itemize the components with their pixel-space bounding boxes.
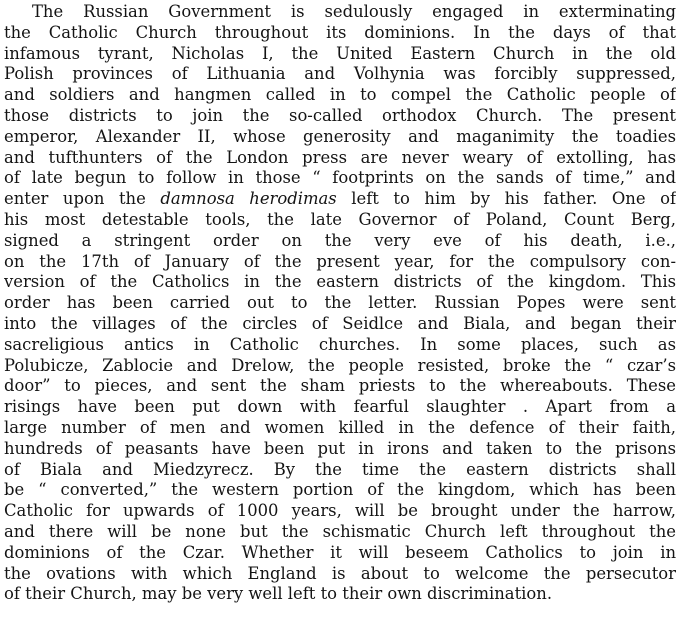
text-line: dominions of the Czar. Whether it will beseem Catholics to join in bbox=[4, 542, 676, 562]
text-line: and there will be none but the schismatic Church left throughout the bbox=[4, 521, 676, 541]
text-line: and tufthunters of the London press are never weary of extolling, has bbox=[4, 147, 676, 167]
text-line: the ovations with which England is about to welcome the persecutor bbox=[4, 563, 676, 583]
article-text bbox=[4, 2, 676, 605]
text-line: sacreligious antics in Catholic churches. In some places, such as bbox=[4, 334, 676, 354]
text-line bbox=[4, 189, 676, 210]
text-line: Polish provinces of Lithuania and Volhynia was forcibly suppressed, bbox=[4, 64, 676, 84]
text-line: order has been carried out to the letter. Russian Popes were sent bbox=[4, 293, 676, 313]
text-segment: enter upon the bbox=[4, 189, 161, 209]
text-line: be “ converted,” the western portion of the kingdom, which has been bbox=[4, 480, 676, 500]
text-line: of their Church, may be very well left to their own discrimination. bbox=[4, 584, 553, 604]
text-line: risings have been put down with fearful slaughter . Apart from a bbox=[4, 397, 676, 417]
text-line: of Biala and Miedzyrecz. By the time the eastern districts shall bbox=[4, 459, 676, 479]
text-line: infamous tyrant, Nicholas I, the United Eastern Church in the old bbox=[4, 43, 676, 63]
text-line: Polubicze, Zablocie and Drelow, the people resisted, broke the “ czar’s bbox=[4, 355, 676, 375]
text-line: version of the Catholics in the eastern districts of the kingdom. This bbox=[4, 272, 676, 292]
text-line: of late begun to follow in those “ footprints on the sands of time,” and bbox=[4, 168, 676, 188]
text-line: large number of men and women killed in the defence of their faith, bbox=[4, 417, 676, 437]
text-line: door” to pieces, and sent the sham priests to the whereabouts. These bbox=[4, 376, 676, 396]
text-line: those districts to join the so-called orthodox Church. The present bbox=[4, 105, 676, 125]
text-line: Catholic for upwards of 1000 years, will be brought under the harrow, bbox=[4, 501, 676, 521]
text-line: hundreds of peasants have been put in irons and taken to the prisons bbox=[4, 438, 676, 458]
text-line: on the 17th of January of the present year, for the compulsory con- bbox=[4, 251, 676, 271]
italic-phrase: damnosa herodiтas bbox=[160, 189, 337, 209]
text-line: into the villages of the circles of Seidlce and Biala, and began their bbox=[4, 313, 676, 333]
text-segment: left to him by his father. One of bbox=[336, 189, 676, 209]
text-line: The Russian Government is sedulously engaged in exterminating bbox=[32, 2, 676, 21]
text-line: signed a stringent order on the very eve of his death, i.e., bbox=[4, 230, 676, 250]
text-line: emperor, Alexander II, whose generosity and maganimity the toadies bbox=[4, 126, 676, 146]
text-line: and soldiers and hangmen called in to compel the Catholic people of bbox=[4, 85, 676, 105]
text-line: the Catholic Church throughout its dominions. In the days of that bbox=[4, 22, 676, 42]
text-line: his most detestable tools, the late Governor of Poland, Count Berg, bbox=[4, 209, 676, 229]
